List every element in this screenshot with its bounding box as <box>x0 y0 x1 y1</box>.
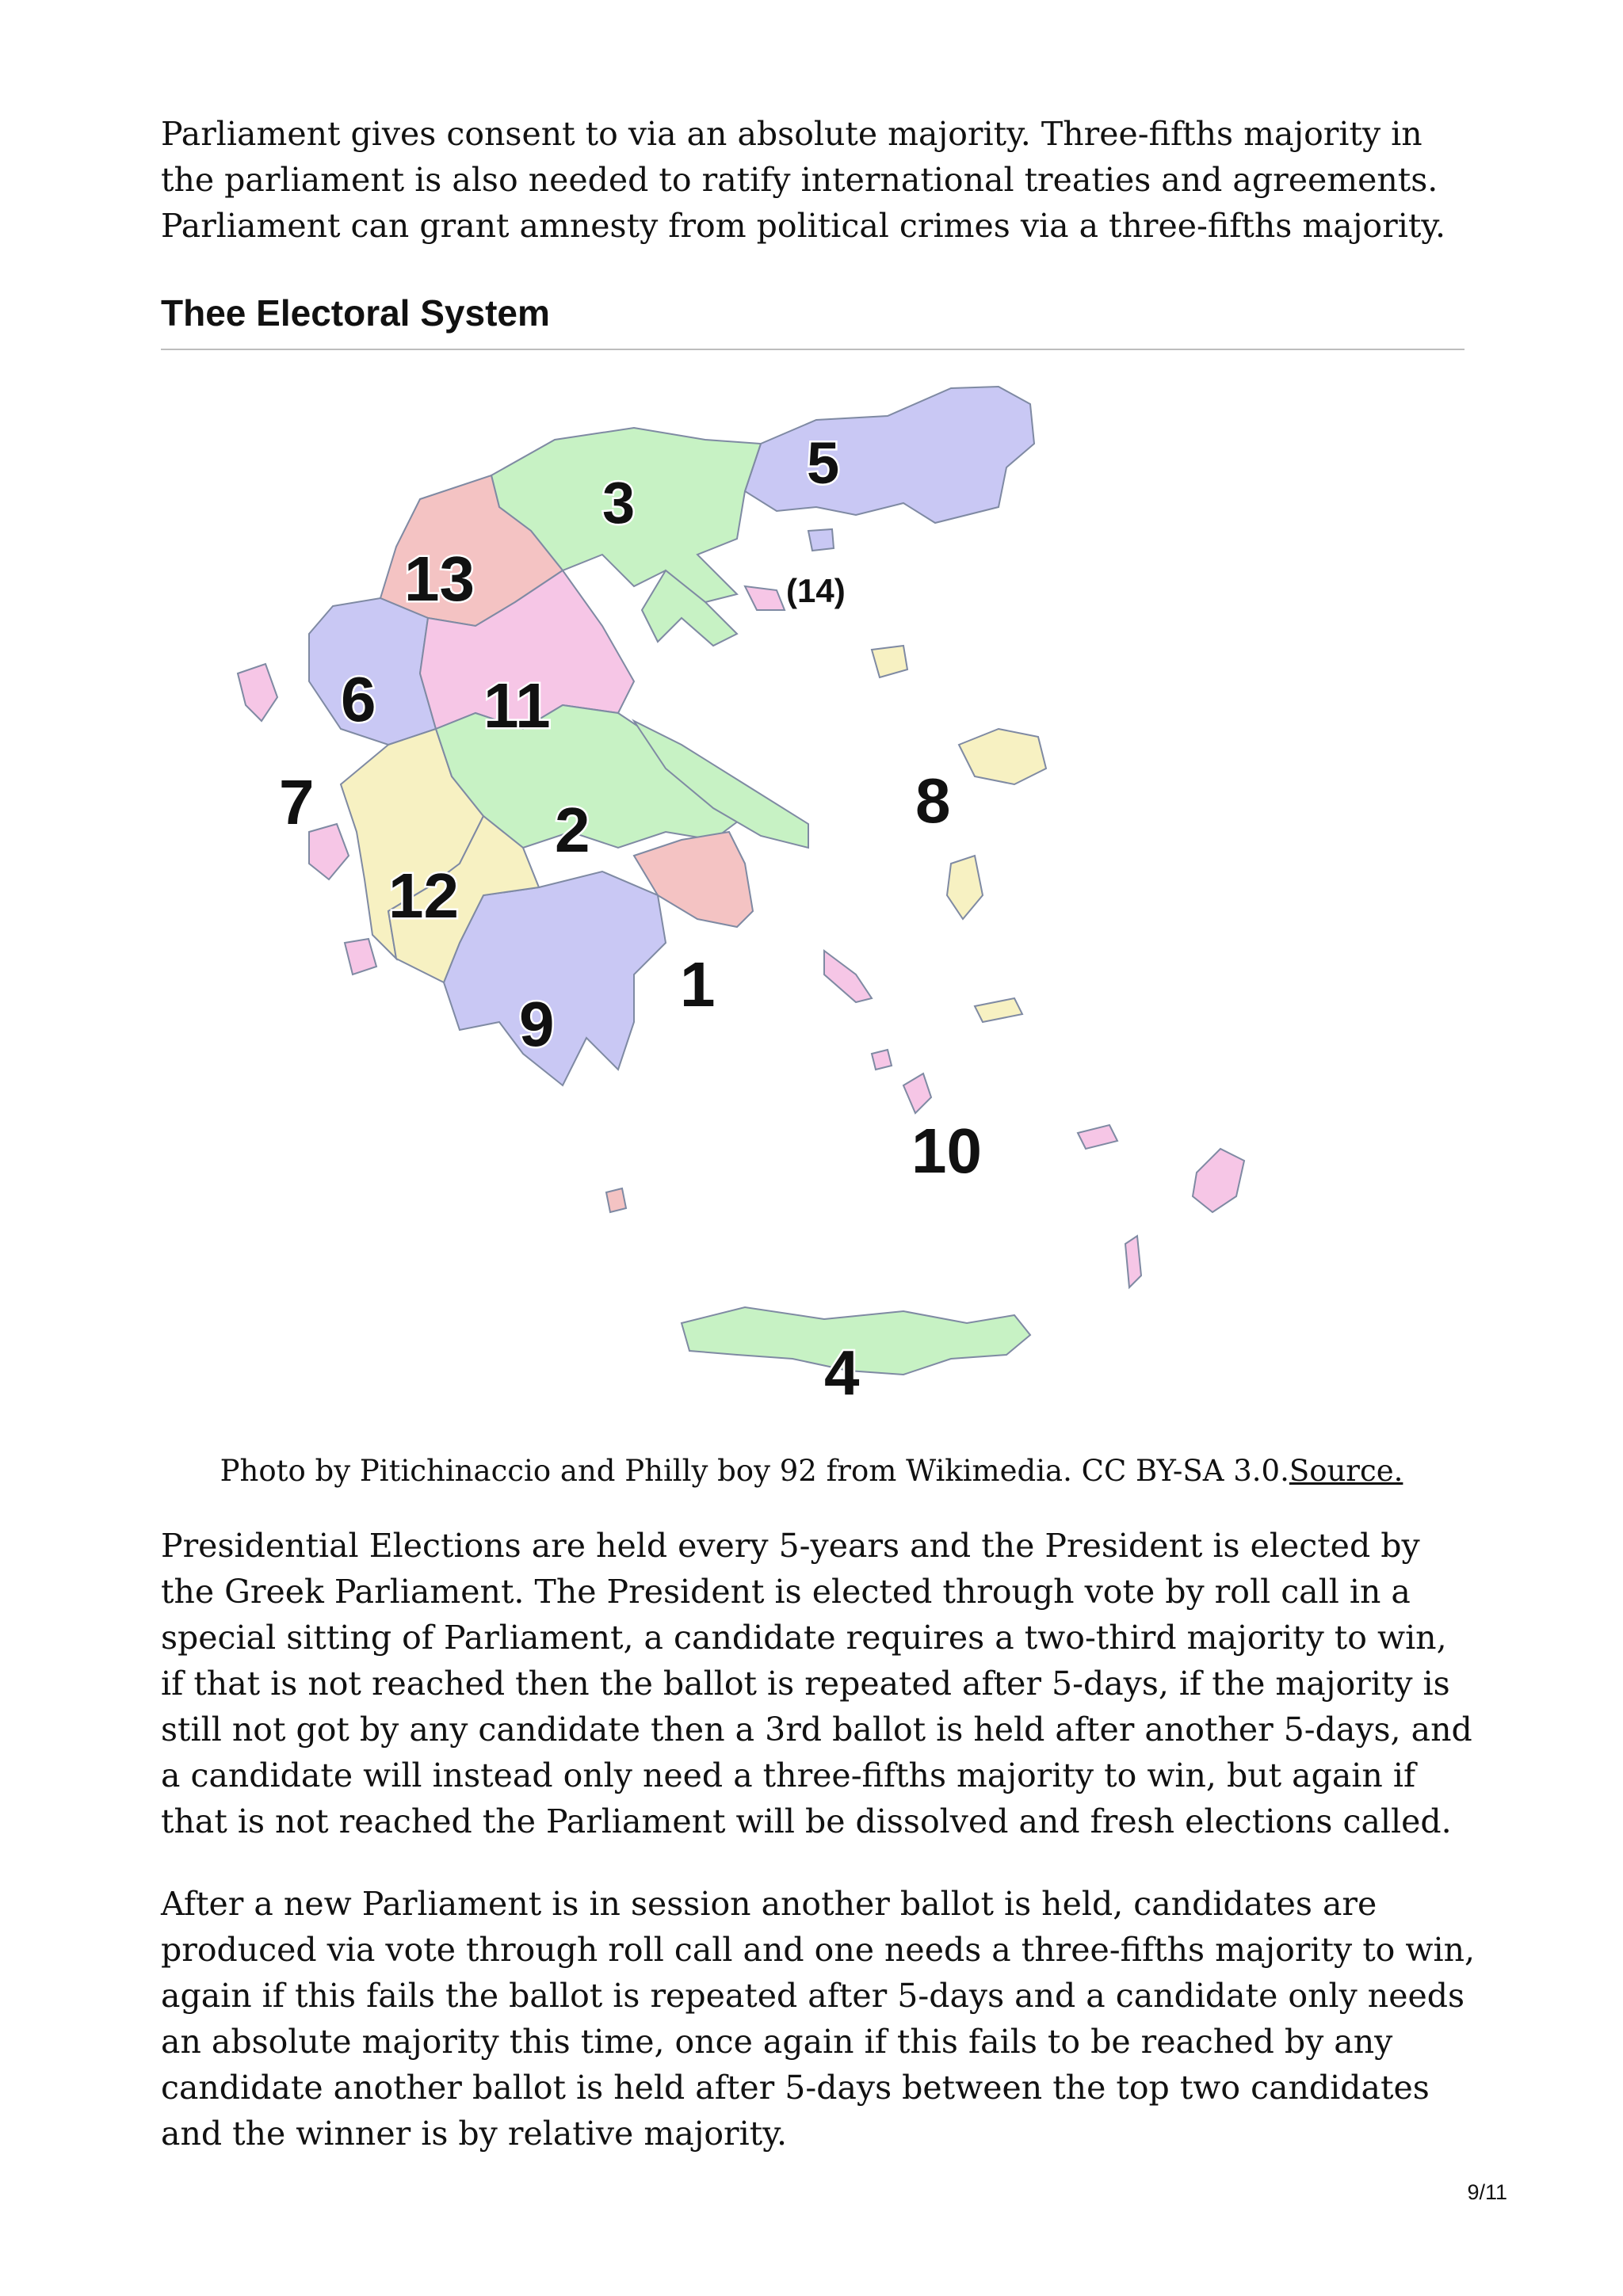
section-heading: Thee Electoral System <box>161 292 550 334</box>
map-label-5: 5 <box>807 430 840 496</box>
region-10-karpathos <box>1125 1236 1141 1287</box>
region-8-chios <box>947 856 983 919</box>
map-label-10: 10 <box>911 1116 982 1186</box>
figure-caption <box>0 1451 1623 1491</box>
source-link[interactable]: Source. <box>1289 1454 1403 1488</box>
region-5-samothrace <box>808 529 834 551</box>
region-7-zakynthos <box>345 939 376 974</box>
map-label-7: 7 <box>279 767 315 837</box>
paragraph-new-parliament-ballot: After a new Parliament is in session another ballot is held, candidates are produced via vote through roll call and one needs a three-fifths majority to win, again if this fails the ballot is repeated after 5-days and a candidate only needs an absolute majority this time, once again if this fails to be reached by any candidate another ballot is held after 5-days between the top two candidates and the winner is by relative majority. <box>161 1885 1476 2153</box>
region-14-island <box>745 586 785 610</box>
map-label-9: 9 <box>519 989 555 1059</box>
map-label-1: 1 <box>680 949 716 1020</box>
map-label-4: 4 <box>824 1337 860 1408</box>
region-8-samos <box>975 998 1022 1022</box>
region-10-small <box>872 1050 892 1070</box>
region-10-kos <box>1078 1125 1117 1149</box>
map-label-3: 3 <box>602 470 636 536</box>
electoral-map-figure <box>190 372 1458 1442</box>
region-7-corfu <box>238 664 277 721</box>
region-8-lemnos <box>872 646 907 677</box>
heading-divider <box>161 349 1465 350</box>
map-label-11: 11 <box>483 670 551 741</box>
map-label-6: 6 <box>341 664 376 734</box>
region-10-naxos <box>903 1074 931 1113</box>
region-10-andros <box>824 951 872 1002</box>
region-5 <box>745 387 1034 523</box>
map-label-14: (14) <box>786 572 846 609</box>
caption-text: Photo by Pitichinaccio and Philly boy 92 from Wikimedia. CC BY-SA 3.0. <box>220 1454 1289 1488</box>
map-label-8: 8 <box>915 765 951 836</box>
greece-electoral-map <box>190 372 1458 1442</box>
map-label-2: 2 <box>555 795 590 865</box>
intro-paragraph: Parliament gives consent to via an absolute majority. Three-fifths majority in the parliament is also needed to ratify international treaties and agreements. Parliament can grant amnesty from political crimes via a three-fifths majority. <box>161 115 1446 245</box>
map-label-12: 12 <box>388 860 459 931</box>
region-7-kefalonia <box>309 824 349 879</box>
region-peloponnese-islet <box>606 1188 626 1212</box>
paragraph-presidential-elections: Presidential Elections are held every 5-years and the President is elected by the Greek Parliament. The President is elected through vote by roll call in a special sitting of Parliament, a candidate requires a two-third majority to win, if that is not reached then the ballot is repeated after 5-days, if the majority is still not got by any candidate then a 3rd ballot is held after another 5-days, and a candidate will instead only need a three-fifths majority to win, but again if that is not reached the Parliament will be dissolved and fresh elections called. <box>161 1527 1472 1840</box>
region-10-rhodes <box>1193 1149 1244 1212</box>
map-label-13: 13 <box>404 543 475 614</box>
page-number: 9/11 <box>1467 2180 1507 2204</box>
region-8-lesvos <box>959 729 1046 784</box>
